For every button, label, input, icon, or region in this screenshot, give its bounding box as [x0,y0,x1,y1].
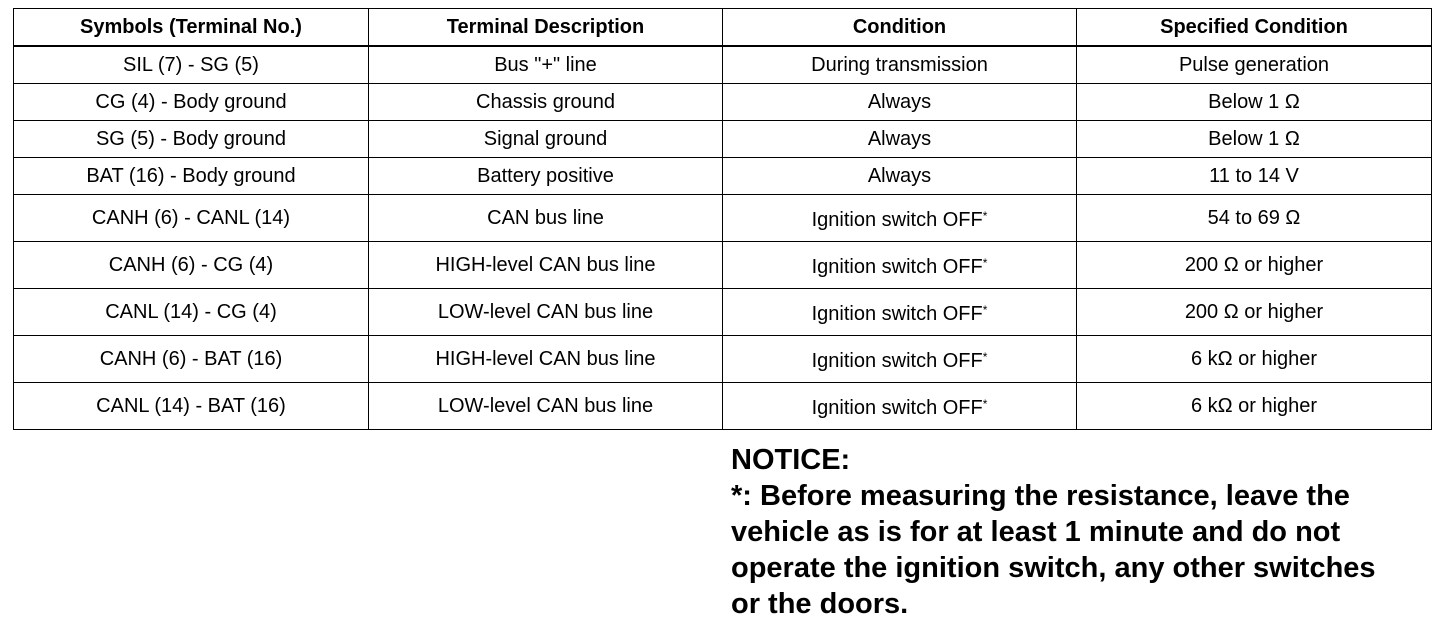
cell-symbols: CANH (6) - CANL (14) [14,195,369,242]
cell-description: Chassis ground [369,84,723,121]
cell-symbols: CANL (14) - BAT (16) [14,383,369,430]
cell-condition [723,336,1077,383]
cell-condition [723,84,1077,121]
notice-line: *: Before measuring the resistance, leave the [731,480,1350,512]
footnote-mark: * [982,350,988,364]
cell-symbols: SIL (7) - SG (5) [14,46,369,84]
cell-symbols: CANH (6) - CG (4) [14,242,369,289]
cell-description: Bus "+" line [369,46,723,84]
table-row [14,336,1432,383]
condition-text: During transmission [811,54,988,76]
cell-symbols: CG (4) - Body ground [14,84,369,121]
cell-specified: 6 kΩ or higher [1077,336,1432,383]
condition-text: Always [867,128,932,150]
notice-line: vehicle as is for at least 1 minute and do not [731,516,1341,548]
cell-description: Signal ground [369,121,723,158]
cell-symbols: SG (5) - Body ground [14,121,369,158]
cell-condition [723,383,1077,430]
notice-line: operate the ignition switch, any other switches [731,552,1376,584]
cell-condition [723,195,1077,242]
header-terminal-description: Terminal Description [369,9,723,47]
footnote-mark: * [982,303,988,317]
table-row [14,84,1432,121]
cell-specified: 6 kΩ or higher [1077,383,1432,430]
header-symbols: Symbols (Terminal No.) [14,9,369,47]
table-row [14,46,1432,84]
cell-condition [723,158,1077,195]
cell-condition [723,121,1077,158]
cell-description: HIGH-level CAN bus line [369,336,723,383]
table-row [14,383,1432,430]
footnote-mark: * [982,256,988,270]
table-row [14,195,1432,242]
cell-description: LOW-level CAN bus line [369,383,723,430]
cell-specified: Pulse generation [1077,46,1432,84]
cell-specified: Below 1 Ω [1077,84,1432,121]
cell-specified: 200 Ω or higher [1077,289,1432,336]
footnote-mark: * [982,209,988,223]
cell-description: LOW-level CAN bus line [369,289,723,336]
cell-description: Battery positive [369,158,723,195]
cell-symbols: CANH (6) - BAT (16) [14,336,369,383]
cell-specified: 54 to 69 Ω [1077,195,1432,242]
condition-text: Always [867,165,932,187]
footnote-mark: * [982,397,988,411]
table-header-row [14,9,1432,47]
cell-condition [723,46,1077,84]
cell-specified: 11 to 14 V [1077,158,1432,195]
notice-block [731,442,1431,622]
cell-specified: Below 1 Ω [1077,121,1432,158]
condition-text: Always [867,91,932,113]
table-row [14,158,1432,195]
condition-text: Ignition switch OFF [811,350,983,372]
cell-specified: 200 Ω or higher [1077,242,1432,289]
table-row [14,289,1432,336]
condition-text: Ignition switch OFF [811,397,983,419]
table-row [14,242,1432,289]
notice-title: NOTICE: [731,444,851,476]
cell-symbols: BAT (16) - Body ground [14,158,369,195]
cell-condition [723,242,1077,289]
cell-description: HIGH-level CAN bus line [369,242,723,289]
condition-text: Ignition switch OFF [811,209,983,231]
cell-condition [723,289,1077,336]
header-specified-condition: Specified Condition [1077,9,1432,47]
header-condition: Condition [723,9,1077,47]
terminal-spec-table [13,8,1432,430]
table-row [14,121,1432,158]
condition-text: Ignition switch OFF [811,256,983,278]
condition-text: Ignition switch OFF [811,303,983,325]
notice-line: or the doors. [731,588,909,620]
cell-description: CAN bus line [369,195,723,242]
cell-symbols: CANL (14) - CG (4) [14,289,369,336]
